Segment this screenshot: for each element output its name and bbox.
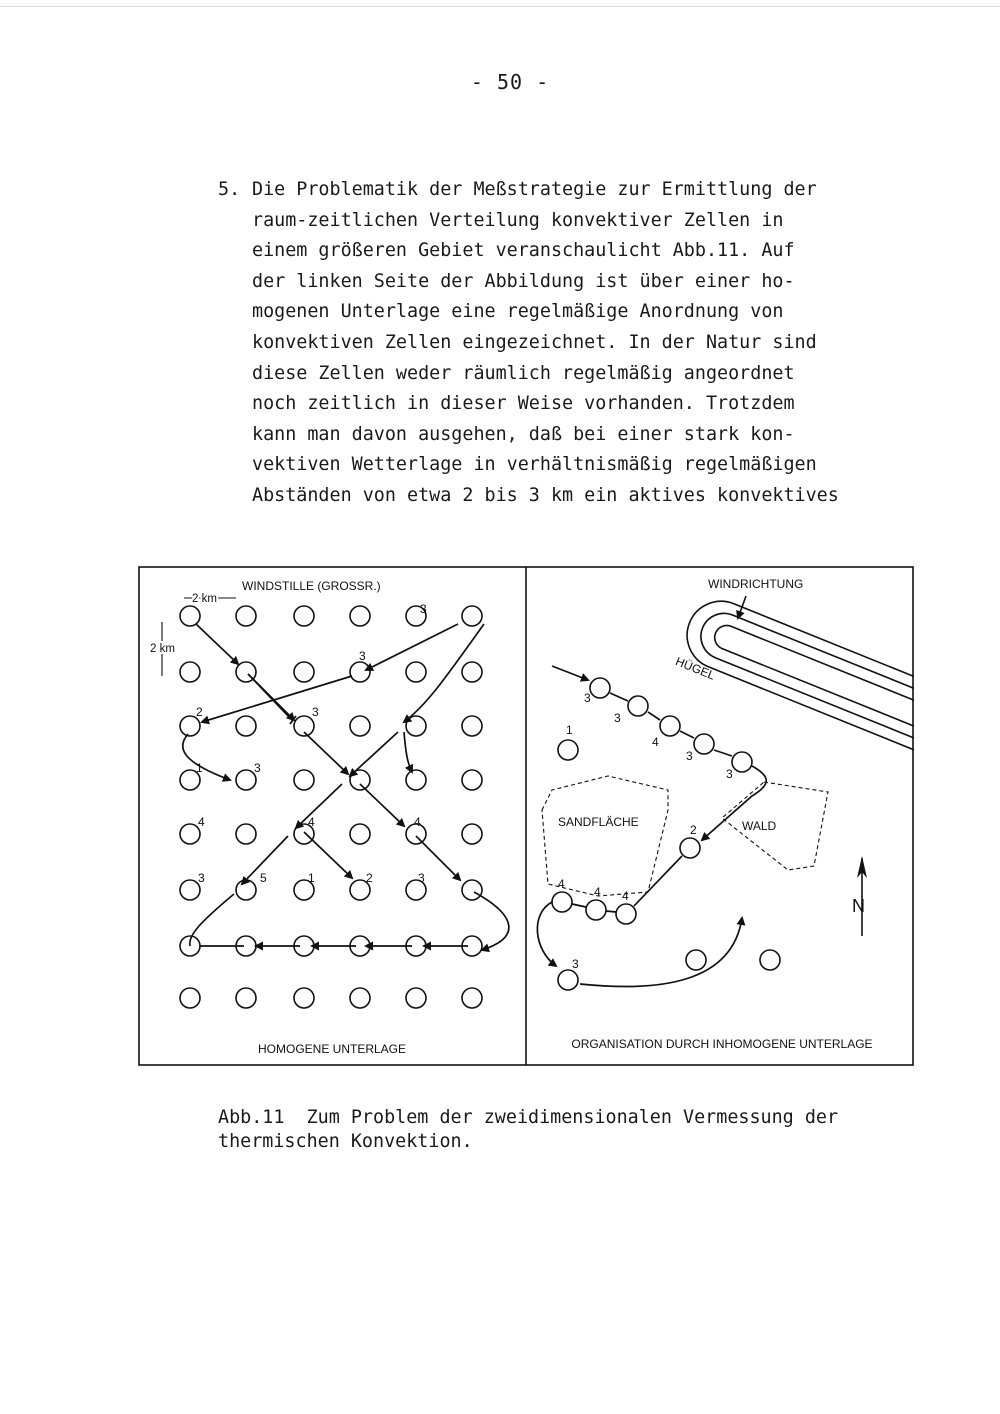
cell-number: 4 [308,815,315,829]
cell-number: 1 [566,723,573,737]
cell-circle [680,838,700,858]
path-arrow [552,666,588,680]
path-line [648,712,660,720]
cell-circle [180,662,200,682]
section-line: mogenen Unterlage eine regelmäßige Anordnung von [252,301,784,323]
right-panel-caption: ORGANISATION DURCH INHOMOGENE UNTERLAGE [571,1037,873,1051]
scale-horizontal-label: 2 km [192,593,217,605]
cell-circle [236,824,256,844]
path-arrow [404,732,412,772]
right-panel-title: WINDRICHTUNG [708,577,804,591]
section-body [252,175,839,512]
path-line [572,904,586,907]
section-line: raum-zeitlichen Verteilung konvektiver Zellen in [252,209,784,231]
cell-circle [462,880,482,900]
cell-grid [180,606,482,1008]
cell-number: 4 [594,885,601,899]
sand-label: SANDFLÄCHE [558,815,639,829]
path-arrow [304,732,348,774]
figure-svg [138,566,914,1066]
cell-circle [558,740,578,760]
left-panel [150,579,509,1056]
caption-line: thermischen Konvektion. [218,1131,473,1152]
cell-number: 3 [359,649,366,663]
caption-line: Abb.11 Zum Problem der zweidimensionalen Vermessung der [218,1107,839,1128]
cell-circle [686,950,706,970]
cell-circle [180,606,200,626]
cell-circle [406,770,426,790]
cell-number: 4 [622,889,629,903]
cell-circle [236,880,256,900]
scale-vertical-label: 2 km [150,643,175,655]
page-number: - 50 - [470,70,550,94]
path-arrow [202,676,352,722]
cell-circle [462,606,482,626]
cell-circle [732,752,752,772]
cell-circle [180,988,200,1008]
cell-circle [558,970,578,990]
left-panel-caption: HOMOGENE UNTERLAGE [257,1042,407,1056]
section-line: Die Problematik der Meßstrategie zur Ermittlung der [252,179,817,200]
cell-number: 3 [418,871,425,885]
cell-circle [236,606,256,626]
section-line: noch zeitlich in dieser Weise vorhanden. Trotzdem [252,393,795,415]
section-line: Abständen von etwa 2 bis 3 km ein aktives konvektives [252,484,839,506]
cell-circle [660,716,680,736]
right-panel [537,577,914,1051]
path-arrow [537,902,556,966]
forest-label: WALD [742,819,777,833]
cell-number: 1 [196,761,203,775]
cell-circle [236,988,256,1008]
cell-number: 2 [196,705,203,719]
cell-circle [628,696,648,716]
cell-number: 4 [414,815,421,829]
cell-number: 3 [726,767,733,781]
cell-number: 3 [686,749,693,763]
cell-circle [616,904,636,924]
cell-number: 3 [254,761,261,775]
cell-number: 3 [198,871,205,885]
cell-circle [462,824,482,844]
cell-circle [350,716,370,736]
cell-circle [590,678,610,698]
cell-number: 3 [312,705,319,719]
cell-number: 3 [420,602,427,616]
section-line: einem größeren Gebiet veranschaulicht Abb.11. Auf [252,240,795,262]
path-arrow [404,624,484,722]
path-arrow [350,732,398,776]
north-label: N [852,896,865,916]
cell-circle [236,770,256,790]
cell-circle [294,988,314,1008]
cell-circle [462,716,482,736]
path-line [680,731,694,738]
section-line: vektiven Wetterlage in verhältnismäßig regelmäßigen [252,454,817,476]
section-line: kann man davon ausgehen, daß bei einer stark kon- [252,423,795,445]
cell-circle [180,824,200,844]
cell-circle [694,734,714,754]
section-number: 5. [218,179,241,200]
cell-circle [350,662,370,682]
cell-circle [180,880,200,900]
cell-circle [236,716,256,736]
path-line [610,693,628,701]
path-arrow [360,784,404,826]
section-line: der linken Seite der Abbildung ist über einer ho- [252,270,795,292]
cell-circle [586,900,606,920]
path-arrow [196,624,238,664]
cell-circle [180,716,200,736]
cell-circle [406,662,426,682]
cell-number: 4 [558,877,565,891]
cell-circle [294,606,314,626]
cell-circle [350,606,370,626]
hill-label: HÜGEL [673,654,718,683]
figure-caption [218,1106,918,1154]
left-panel-title: WINDSTILLE (GROSSR.) [242,579,381,593]
cell-circle [350,988,370,1008]
path-line [714,750,732,756]
cell-circle [462,662,482,682]
cell-circle [552,892,572,912]
section-line: diese Zellen weder räumlich regelmäßig angeordnet [252,362,795,384]
cell-number: 2 [690,823,697,837]
path-arrow [183,734,230,780]
path-line [634,856,682,906]
figure-abb-11 [138,566,914,1066]
cell-number: 3 [584,691,591,705]
cell-number: 1 [308,871,315,885]
path-arrow [580,918,742,987]
path-arrow [474,892,509,950]
cell-number: 2 [366,871,373,885]
cell-circle [350,824,370,844]
cell-circle [760,950,780,970]
cell-circle [294,770,314,790]
cell-number: 3 [614,711,621,725]
section-line: konvektiven Zellen eingezeichnet. In der Natur sind [252,331,817,353]
cell-number: 4 [198,815,205,829]
scan-edge-line [0,6,1000,7]
cell-circle [294,662,314,682]
cell-number: 3 [572,957,579,971]
cell-circle [462,770,482,790]
path-line [606,911,616,912]
cell-number: 5 [260,871,267,885]
cell-circle [462,988,482,1008]
cell-number: 4 [652,735,659,749]
cell-circle [406,988,426,1008]
